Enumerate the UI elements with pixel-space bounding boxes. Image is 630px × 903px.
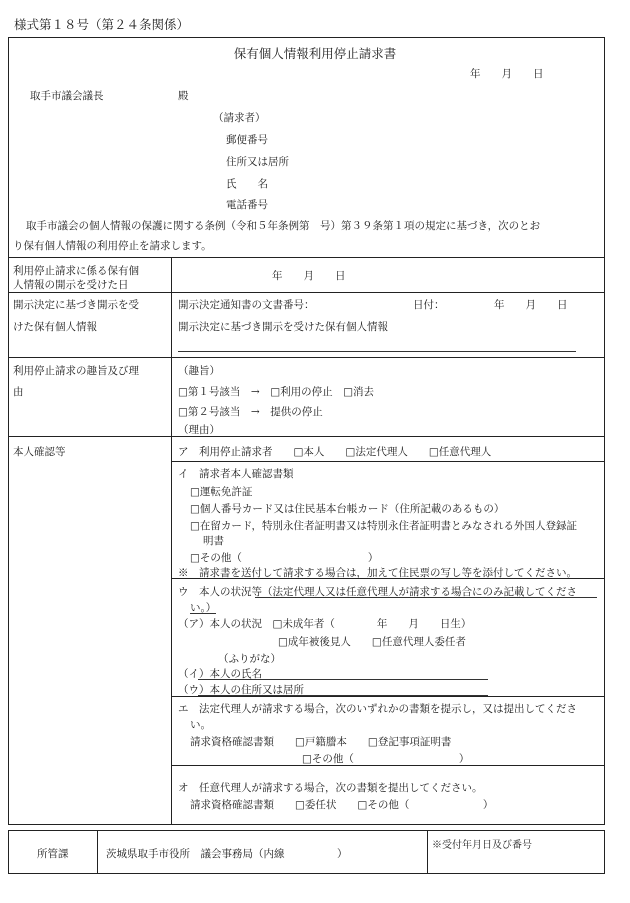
- reason-label: （理由）: [178, 424, 220, 436]
- statement-line-2: り保有個人情報の利用停止を請求します。: [13, 240, 212, 252]
- purpose-label-1: 利用停止請求の趣旨及び理: [13, 365, 139, 377]
- received-date-label-2: 人情報の開示を受けた日: [13, 279, 129, 291]
- disclosure-date-label: 日付：: [413, 299, 445, 311]
- principal-address-line: [198, 695, 488, 696]
- proxy-docs[interactable]: 請求資格確認書類 □委任状 □その他（ ）: [190, 799, 494, 811]
- principal-address-label: （ウ）本人の住所又は居所: [178, 684, 304, 696]
- intent-label: （趣旨）: [178, 365, 220, 377]
- form-title: 保有個人情報利用停止請求書: [233, 46, 397, 61]
- id-doc-mynumber[interactable]: □個人番号カード又は住民基本台帳カード（住所記載のあるもの）: [190, 503, 505, 515]
- receipt-label: ※受付年月日及び番号: [432, 840, 532, 851]
- legal-agent-instruction-1: エ 法定代理人が請求する場合，次のいずれかの書類を提示し，又は提出してくださ: [178, 703, 577, 715]
- id-docs-title: イ 請求者本人確認書類: [178, 468, 294, 480]
- principal-status-title-1: ウ 本人の状況等（法定代理人又は任意代理人が請求する場合にのみ記載してくださ: [178, 586, 577, 598]
- principal-name-line: [198, 679, 488, 680]
- requester-type-options[interactable]: ア 利用停止請求者 □本人 □法定代理人 □任意代理人: [178, 446, 492, 458]
- principal-status-line-2[interactable]: □成年被後見人 □任意代理人委任者: [278, 636, 466, 648]
- postal-code-label: 郵便番号: [226, 134, 268, 146]
- intent-option-2[interactable]: □第２号該当 → 提供の停止: [178, 406, 323, 418]
- disclosure-doc-number-label: 開示決定通知書の文書番号：: [178, 299, 315, 311]
- id-doc-other[interactable]: □その他（ ）: [190, 552, 379, 564]
- furigana-label: （ふりがな）: [218, 653, 281, 665]
- addressee-name: 取手市議会議長: [30, 90, 104, 102]
- legal-agent-docs[interactable]: 請求資格確認書類 □戸籍謄本 □登記事項証明書: [190, 736, 452, 748]
- principal-name-label: （イ）本人の氏名: [178, 668, 262, 680]
- department-label: 所管課: [37, 848, 69, 860]
- disclosure-label-1: 開示決定に基づき開示を受: [13, 299, 139, 311]
- proxy-instruction: オ 任意代理人が請求する場合，次の書類を提出してください。: [178, 782, 483, 794]
- form-number: 様式第１８号（第２４条関係）: [14, 17, 190, 32]
- requester-label: （請求者）: [213, 112, 266, 124]
- disclosed-info-label: 開示決定に基づき開示を受けた保有個人情報: [178, 321, 388, 333]
- requester-name-label: 氏 名: [226, 178, 268, 190]
- id-doc-residence-card[interactable]: □在留カード，特別永住者証明書又は特別永住者証明書とみなされる外国人登録証: [190, 520, 577, 532]
- identity-label: 本人確認等: [13, 446, 66, 458]
- legal-agent-instruction-2: い。: [190, 719, 211, 731]
- principal-status-title-2: い。）: [190, 602, 217, 614]
- department-value: 茨城県取手市役所 議会事務局（内線 ）: [106, 848, 348, 860]
- principal-status-line-1[interactable]: （ア）本人の状況 □未成年者（ 年 月 日生）: [178, 618, 472, 630]
- id-doc-license[interactable]: □運転免許証: [190, 486, 253, 498]
- disclosed-info-line: [178, 351, 576, 352]
- intent-option-1[interactable]: □第１号該当 → □利用の停止 □消去: [178, 386, 375, 398]
- disclosure-date-value: 年 月 日: [494, 299, 568, 311]
- request-date: 年 月 日: [470, 68, 544, 80]
- received-date-label-1: 利用停止請求に係る保有個: [13, 265, 139, 277]
- addressee-suffix: 殿: [178, 90, 189, 102]
- id-doc-residence-card-cont: 明書: [203, 535, 224, 547]
- received-date-value: 年 月 日: [272, 270, 346, 282]
- address-label: 住所又は居所: [226, 156, 289, 168]
- legal-agent-doc-other[interactable]: □その他（ ）: [302, 753, 470, 765]
- statement-line-1: 取手市議会の個人情報の保護に関する条例（令和５年条例第 号）第３９条第１項の規定に基づき，次のとお: [26, 220, 541, 232]
- id-docs-note: ※ 請求書を送付して請求する場合は，加えて住民票の写し等を添付してください。: [178, 567, 577, 579]
- phone-label: 電話番号: [226, 199, 268, 211]
- purpose-label-2: 由: [13, 386, 24, 398]
- disclosure-label-2: けた保有個人情報: [13, 321, 97, 333]
